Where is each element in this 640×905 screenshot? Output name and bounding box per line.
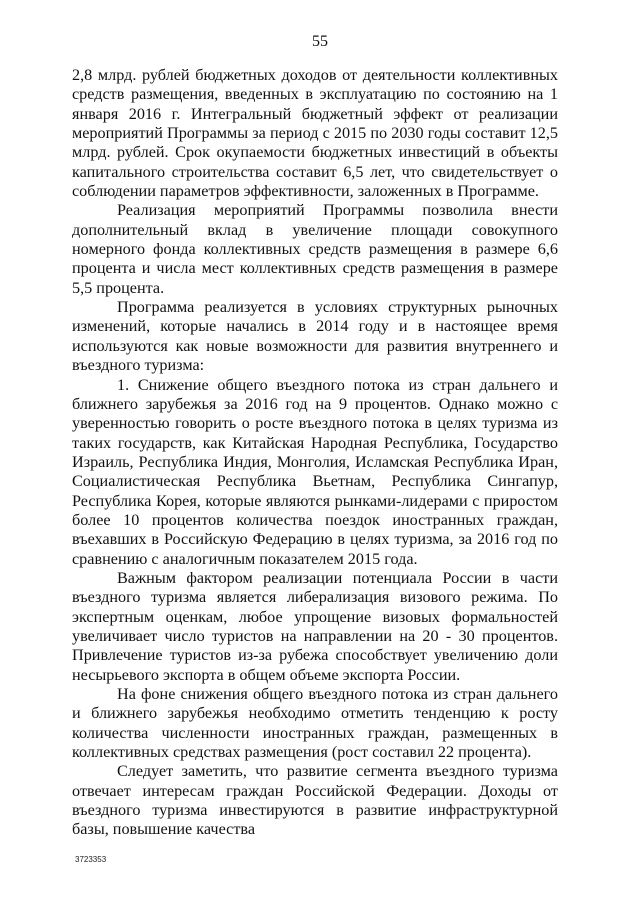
paragraph-market-changes: Программа реализуется в условиях структурных рыночных изменений, которые начались в 2014 году и в настоящее время используются как новые возможности для развития внутреннего и въездного туризма: [72,298,558,375]
paragraph-budget-effect: 2,8 млрд. рублей бюджетных доходов от деятельности коллективных средств размещения, введенных в эксплуатацию по состоянию на 1 января 2016 г. Интегральный бюджетный эффект от реализации мероприятий Программы за период с 2015 по 2030 годы составит 12,5 млрд. рублей. Срок окупаемости бюджетных инвестиций в объекты капитального строительства составит 6,5 лет, что свидетельствует о соблюдении параметров эффективности, заложенных в Программе. [72,66,558,201]
document-body [72,66,558,840]
paragraph-visa-liberalization: Важным фактором реализации потенциала России в части въездного туризма является либерализация визового режима. По экспертным оценкам, любое упрощение визовых формальностей увеличивает число туристов на направлении на 20 - 30 процентов. Привлечение туристов из-за рубежа способствует увеличению доли несырьевого экспорта в общем объеме экспорта России. [72,568,558,684]
paragraph-citizen-interests: Следует заметить, что развитие сегмента въездного туризма отвечает интересам граждан Российской Федерации. Доходы от въездного туризма инвестируются в развитие инфраструктурной базы, повышение качества [72,762,558,839]
paragraph-inbound-decline: 1. Снижение общего въездного потока из стран дальнего и ближнего зарубежья за 2016 год на 9 процентов. Однако можно с уверенностью говорить о росте въездного потока в целях туризма из таких государств, как Китайская Народная Республика, Государство Израиль, Республика Индия, Монголия, Исламская Республика Иран, Социалистическая Республика Вьетнам, Республика Сингапур, Республика Корея, которые являются рынками-лидерами с приростом более 10 процентов количества поездок иностранных граждан, въехавших в Российскую Федерацию в целях туризма, за 2016 год по сравнению с аналогичным показателем 2015 года. [72,375,558,568]
paragraph-room-fund: Реализация мероприятий Программы позволила внести дополнительный вклад в увеличение площади совокупного номерного фонда коллективных средств размещения в размере 6,6 процента и числа мест коллективных средств размещения в размере 5,5 процента. [72,201,558,297]
document-code: 3723353 [75,855,107,864]
paragraph-accommodation-growth: На фоне снижения общего въездного потока из стран дальнего и ближнего зарубежья необходимо отметить тенденцию к росту количества численности иностранных граждан, размещенных в коллективных средствах размещения (рост составил 22 процента). [72,685,558,762]
page-number: 55 [312,33,328,50]
